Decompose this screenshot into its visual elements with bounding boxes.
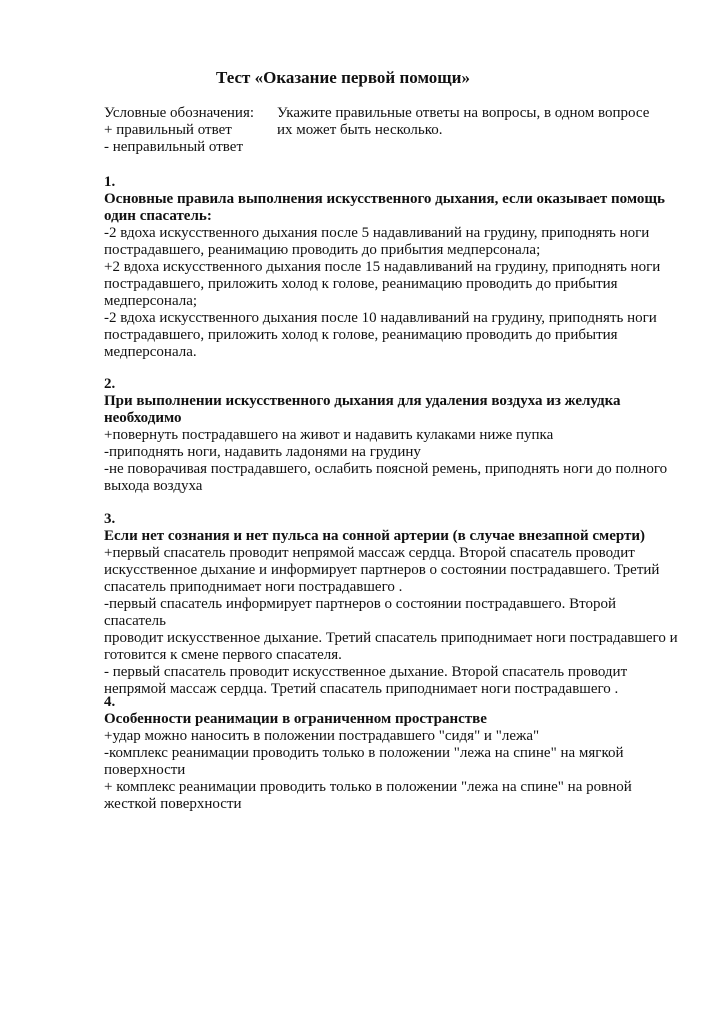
answer-line: жесткой поверхности xyxy=(104,796,242,812)
answer-line: проводит искусственное дыхание. Третий спасатель приподнимает ноги пострадавшего и xyxy=(104,630,678,646)
question-heading: необходимо xyxy=(104,410,182,426)
legend-plus: + правильный ответ xyxy=(104,122,232,138)
answer-line: + комплекс реанимации проводить только в положении "лежа на спине" на ровной xyxy=(104,779,632,795)
answer-line: -2 вдоха искусственного дыхания после 10 надавливаний на грудину, приподнять ноги xyxy=(104,310,657,326)
answer-line: медперсонала; xyxy=(104,293,198,309)
legend-heading: Условные обозначения: xyxy=(104,105,255,121)
question-heading: Если нет сознания и нет пульса на сонной артерии (в случае внезапной смерти) xyxy=(104,528,646,544)
answer-line: непрямой массаж сердца. Третий спасатель приподнимает ноги пострадавшего . xyxy=(104,681,619,697)
question-number: 4. xyxy=(104,694,116,710)
question-4 xyxy=(104,694,679,813)
answer-line: -комплекс реанимации проводить только в положении "лежа на спине" на мягкой xyxy=(104,745,624,761)
answer-line: пострадавшего, реанимацию проводить до прибытия медперсонала; xyxy=(104,242,541,258)
answer-line: +повернуть пострадавшего на живот и надавить кулаками ниже пупка xyxy=(104,427,554,443)
answer-line: - первый спасатель проводит искусственное дыхание. Второй спасатель проводит xyxy=(104,664,628,680)
answer-line: пострадавшего, приложить холод к голове, реанимацию проводить до прибытия xyxy=(104,276,618,292)
legend xyxy=(104,105,254,156)
answer-line: выхода воздуха xyxy=(104,478,203,494)
instructions xyxy=(277,105,649,139)
answer-line: искусственное дыхание и информирует партнеров о состоянии пострадавшего. Третий xyxy=(104,562,660,578)
question-heading: Основные правила выполнения искусственного дыхания, если оказывает помощь xyxy=(104,191,665,207)
answer-line: -приподнять ноги, надавить ладонями на грудину xyxy=(104,444,421,460)
instructions-line-1: Укажите правильные ответы на вопросы, в одном вопросе xyxy=(277,105,650,121)
answer-line: +удар можно наносить в положении пострадавшего "сидя" и "лежа" xyxy=(104,728,540,744)
question-number: 2. xyxy=(104,376,116,392)
answer-line: медперсонала. xyxy=(104,344,197,360)
question-heading: Особенности реанимации в ограниченном пространстве xyxy=(104,711,487,727)
answer-line: поверхности xyxy=(104,762,186,778)
question-heading: При выполнении искусственного дыхания для удаления воздуха из желудка xyxy=(104,393,621,409)
answer-line: +первый спасатель проводит непрямой массаж сердца. Второй спасатель проводит xyxy=(104,545,635,561)
question-number: 1. xyxy=(104,174,116,190)
question-1 xyxy=(104,174,679,361)
question-number: 3. xyxy=(104,511,116,527)
answer-line: -2 вдоха искусственного дыхания после 5 надавливаний на грудину, приподнять ноги xyxy=(104,225,650,241)
document-title: Тест «Оказание первой помощи» xyxy=(216,68,470,87)
answer-line: -первый спасатель информирует партнеров о состоянии пострадавшего. Второй спасатель xyxy=(104,596,616,629)
legend-minus: - неправильный ответ xyxy=(104,139,243,155)
answer-line: спасатель приподнимает ноги пострадавшего . xyxy=(104,579,403,595)
answer-line: +2 вдоха искусственного дыхания после 15 надавливаний на грудину, приподнять ноги xyxy=(104,259,661,275)
question-3 xyxy=(104,511,679,698)
question-heading: один спасатель: xyxy=(104,208,212,224)
question-2 xyxy=(104,376,679,495)
answer-line: -не поворачивая пострадавшего, ослабить поясной ремень, приподнять ноги до полного xyxy=(104,461,668,477)
instructions-line-2: их может быть несколько. xyxy=(277,122,443,138)
answer-line: пострадавшего, приложить холод к голове, реанимацию проводить до прибытия xyxy=(104,327,618,343)
answer-line: готовится к смене первого спасателя. xyxy=(104,647,342,663)
